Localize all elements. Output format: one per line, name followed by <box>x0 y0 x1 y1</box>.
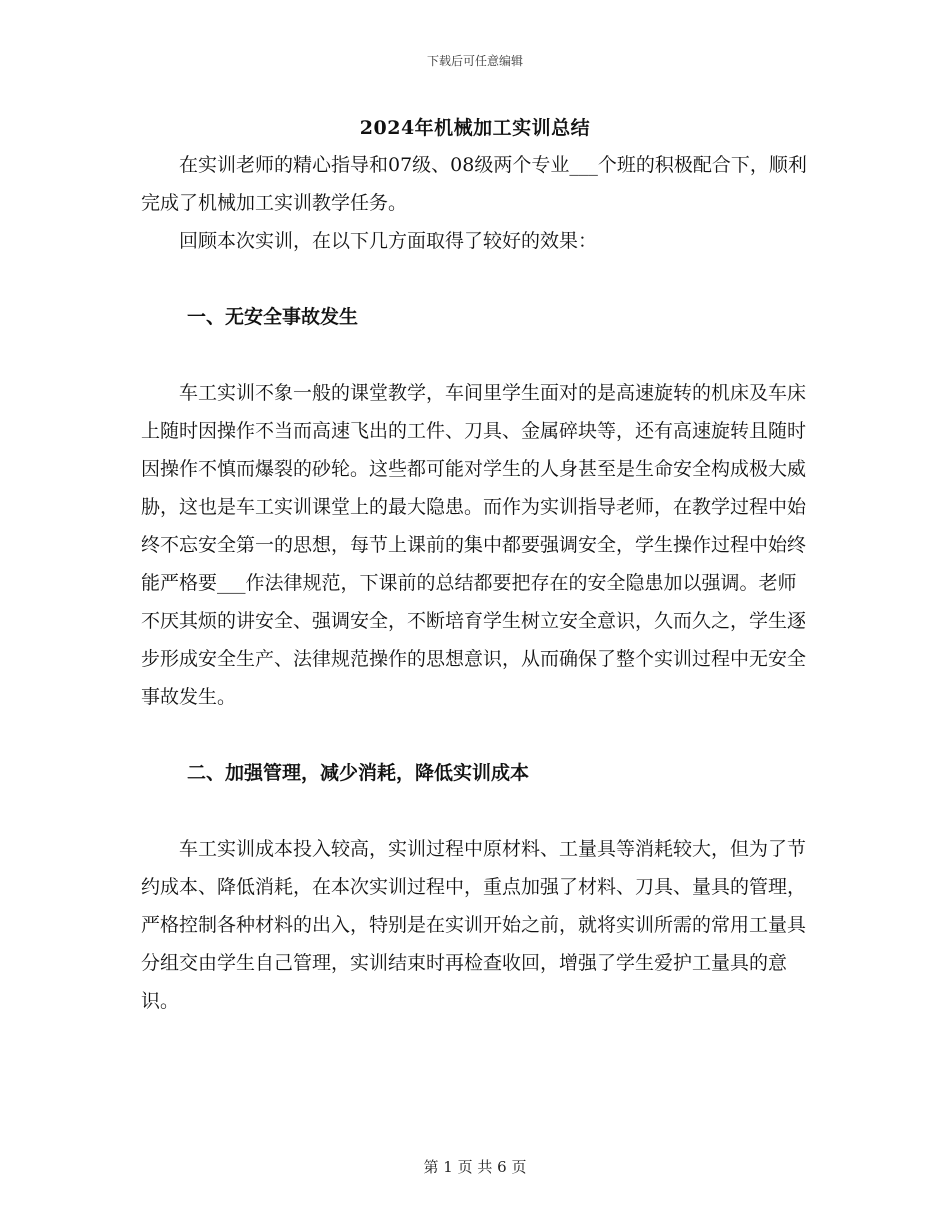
header-note: 下载后可任意编辑 <box>426 54 523 68</box>
section-2-body: 车工实训成本投入较高，实训过程中原材料、工量具等消耗较大，但为了节约成本、降低消耗，在本次实训过程中，重点加强了材料、刀具、量具的管理，严格控制各种材料的出入，特别是在实训开始之前，就将实训所需的常用工量具分组交由学生自己管理，实训结束时再检查收回，增强了学生爱护工量具的意识。 <box>141 838 807 1012</box>
spacer <box>141 336 811 374</box>
section-1-heading: 一、无安全事故发生 <box>187 306 359 328</box>
section-2-heading: 二、加强管理，减少消耗，降低实训成本 <box>187 762 530 784</box>
section-1-body: 车工实训不象一般的课堂教学，车间里学生面对的是高速旋转的机床及车床上随时因操作不当而高速飞出的工件、刀具、金属碎块等，还有高速旋转且随时因操作不慎而爆裂的砂轮。这些都可能对学生的人身甚至是生命安全构成极大威胁，这也是车工实训课堂上的最大隐患。而作为实训指导老师，在教学过程中始终不忘安全第一的思想，每节上课前的集中都要强调安全，学生操作过程中始终能严格要___作法律规范，下课前的总结都要把存在的安全隐患加以强调。老师不厌其烦的讲安全、强调安全，不断培育学生树立安全意识，久而久之，学生逐步形成安全生产、法律规范操作的思想意识，从而确保了整个实训过程中无安全事故发生。 <box>141 382 807 708</box>
spacer <box>141 716 811 754</box>
intro-paragraph-2: 回顾本次实训，在以下几方面取得了较好的效果： <box>179 230 598 252</box>
document-title: 2024年机械加工实训总结 <box>359 117 591 139</box>
spacer <box>141 792 811 830</box>
document-body <box>141 146 811 1020</box>
spacer <box>141 260 811 298</box>
intro-paragraph-1: 在实训老师的精心指导和07级、08级两个专业___个班的积极配合下，顺利完成了机械加工实训教学任务。 <box>141 154 807 214</box>
page-number-footer: 第 1 页 共 6 页 <box>423 1158 527 1176</box>
